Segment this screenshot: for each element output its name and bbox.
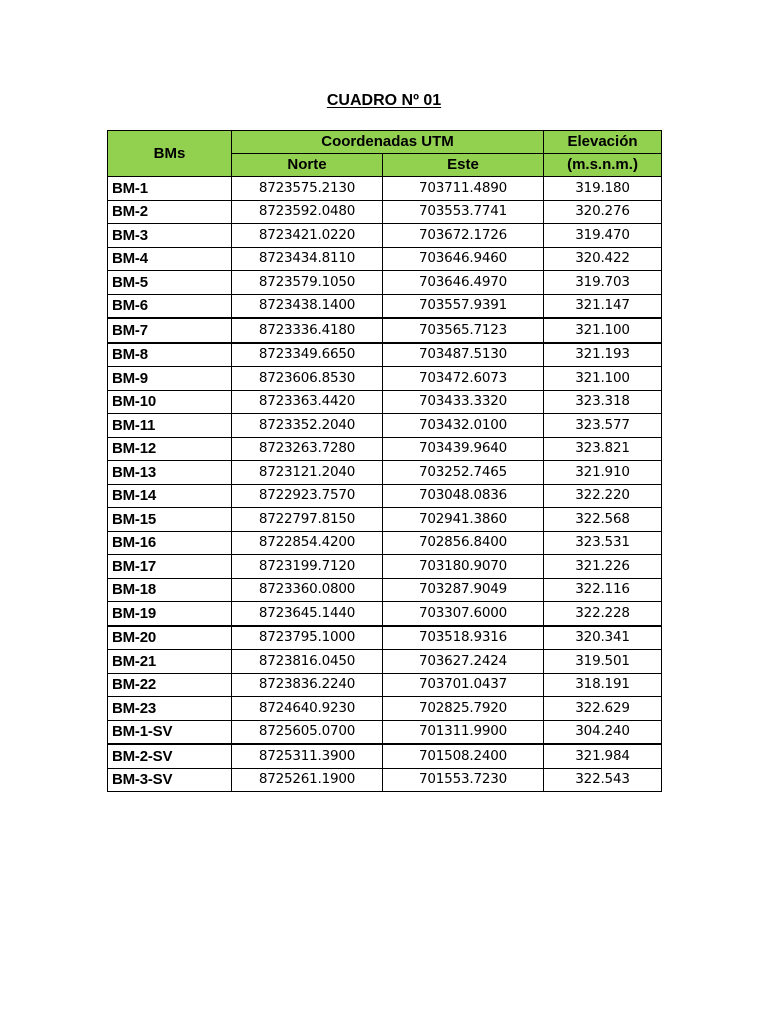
norte-cell: 8725311.3900 [232, 744, 383, 768]
bm-cell: BM-3 [108, 224, 232, 248]
elevacion-cell: 323.821 [544, 437, 662, 461]
table-row [108, 484, 662, 508]
elevacion-cell: 322.228 [544, 602, 662, 626]
elevacion-cell: 319.470 [544, 224, 662, 248]
table-row [108, 271, 662, 295]
table-row [108, 318, 662, 343]
elevacion-cell: 321.100 [544, 367, 662, 391]
header-este: Este [383, 154, 544, 177]
table-row [108, 602, 662, 626]
elevacion-cell: 319.703 [544, 271, 662, 295]
norte-cell: 8723579.1050 [232, 271, 383, 295]
este-cell: 701311.9900 [383, 720, 544, 744]
este-cell: 703487.5130 [383, 343, 544, 367]
este-cell: 703472.6073 [383, 367, 544, 391]
table-row [108, 744, 662, 768]
este-cell: 703553.7741 [383, 200, 544, 224]
elevacion-cell: 321.193 [544, 343, 662, 367]
norte-cell: 8723263.7280 [232, 437, 383, 461]
este-cell: 703048.0836 [383, 484, 544, 508]
elevacion-cell: 321.147 [544, 294, 662, 318]
norte-cell: 8725261.1900 [232, 768, 383, 792]
table-row [108, 720, 662, 744]
bm-cell: BM-1 [108, 177, 232, 201]
header-norte: Norte [232, 154, 383, 177]
este-cell: 703287.9049 [383, 578, 544, 602]
este-cell: 703518.9316 [383, 626, 544, 650]
header-bms: BMs [108, 131, 232, 177]
page-title: CUADRO Nº 01 [326, 92, 442, 109]
table-row [108, 508, 662, 532]
este-cell: 702856.8400 [383, 531, 544, 555]
norte-cell: 8725605.0700 [232, 720, 383, 744]
este-cell: 703307.6000 [383, 602, 544, 626]
header-elevacion: Elevación [544, 131, 662, 154]
norte-cell: 8723121.2040 [232, 461, 383, 485]
elevacion-cell: 318.191 [544, 673, 662, 697]
elevacion-cell: 322.629 [544, 697, 662, 721]
norte-cell: 8723363.4420 [232, 390, 383, 414]
table-row [108, 531, 662, 555]
bm-cell: BM-10 [108, 390, 232, 414]
este-cell: 703672.1726 [383, 224, 544, 248]
bm-cell: BM-20 [108, 626, 232, 650]
elevacion-cell: 319.501 [544, 650, 662, 674]
header-elevacion-unit: (m.s.n.m.) [544, 154, 662, 177]
norte-cell: 8723349.6650 [232, 343, 383, 367]
elevacion-cell: 321.910 [544, 461, 662, 485]
table-row [108, 224, 662, 248]
bm-cell: BM-14 [108, 484, 232, 508]
bm-cell: BM-1-SV [108, 720, 232, 744]
elevacion-cell: 320.276 [544, 200, 662, 224]
bm-cell: BM-7 [108, 318, 232, 343]
table-row [108, 555, 662, 579]
bm-cell: BM-6 [108, 294, 232, 318]
bm-cell: BM-12 [108, 437, 232, 461]
norte-cell: 8723836.2240 [232, 673, 383, 697]
norte-cell: 8723336.4180 [232, 318, 383, 343]
bm-cell: BM-21 [108, 650, 232, 674]
header-coordenadas-utm: Coordenadas UTM [232, 131, 544, 154]
table-row [108, 461, 662, 485]
bm-cell: BM-11 [108, 414, 232, 438]
norte-cell: 8723816.0450 [232, 650, 383, 674]
este-cell: 703439.9640 [383, 437, 544, 461]
norte-cell: 8723606.8530 [232, 367, 383, 391]
table-row [108, 343, 662, 367]
norte-cell: 8722797.8150 [232, 508, 383, 532]
elevacion-cell: 320.341 [544, 626, 662, 650]
norte-cell: 8723575.2130 [232, 177, 383, 201]
elevacion-cell: 322.116 [544, 578, 662, 602]
table-row [108, 650, 662, 674]
bm-cell: BM-13 [108, 461, 232, 485]
norte-cell: 8722854.4200 [232, 531, 383, 555]
este-cell: 701553.7230 [383, 768, 544, 792]
este-cell: 701508.2400 [383, 744, 544, 768]
bm-cell: BM-8 [108, 343, 232, 367]
este-cell: 703557.9391 [383, 294, 544, 318]
bm-cell: BM-16 [108, 531, 232, 555]
norte-cell: 8723795.1000 [232, 626, 383, 650]
norte-cell: 8723434.8110 [232, 247, 383, 271]
table-row [108, 768, 662, 792]
bm-cell: BM-2 [108, 200, 232, 224]
norte-cell: 8723421.0220 [232, 224, 383, 248]
table-row [108, 390, 662, 414]
elevacion-cell: 321.226 [544, 555, 662, 579]
norte-cell: 8723592.0480 [232, 200, 383, 224]
norte-cell: 8724640.9230 [232, 697, 383, 721]
este-cell: 703433.3320 [383, 390, 544, 414]
este-cell: 703180.9070 [383, 555, 544, 579]
elevacion-cell: 322.543 [544, 768, 662, 792]
norte-cell: 8723352.2040 [232, 414, 383, 438]
bm-cell: BM-5 [108, 271, 232, 295]
table-row [108, 437, 662, 461]
este-cell: 703627.2424 [383, 650, 544, 674]
table-row [108, 697, 662, 721]
elevacion-cell: 320.422 [544, 247, 662, 271]
table-row [108, 294, 662, 318]
table-row [108, 367, 662, 391]
bm-cell: BM-4 [108, 247, 232, 271]
este-cell: 703565.7123 [383, 318, 544, 343]
bm-cell: BM-17 [108, 555, 232, 579]
bm-cell: BM-3-SV [108, 768, 232, 792]
bm-cell: BM-22 [108, 673, 232, 697]
bm-cell: BM-2-SV [108, 744, 232, 768]
table-row [108, 414, 662, 438]
elevacion-cell: 323.531 [544, 531, 662, 555]
elevacion-cell: 319.180 [544, 177, 662, 201]
elevacion-cell: 321.984 [544, 744, 662, 768]
table-row [108, 177, 662, 201]
table-row [108, 626, 662, 650]
este-cell: 703252.7465 [383, 461, 544, 485]
este-cell: 702941.3860 [383, 508, 544, 532]
table-row [108, 200, 662, 224]
table-header [108, 131, 662, 177]
este-cell: 703711.4890 [383, 177, 544, 201]
elevacion-cell: 323.318 [544, 390, 662, 414]
elevacion-cell: 323.577 [544, 414, 662, 438]
table-body [108, 177, 662, 792]
elevacion-cell: 322.220 [544, 484, 662, 508]
bm-cell: BM-15 [108, 508, 232, 532]
norte-cell: 8722923.7570 [232, 484, 383, 508]
este-cell: 703646.9460 [383, 247, 544, 271]
table-row [108, 247, 662, 271]
table-row [108, 578, 662, 602]
norte-cell: 8723438.1400 [232, 294, 383, 318]
este-cell: 702825.7920 [383, 697, 544, 721]
bm-cell: BM-19 [108, 602, 232, 626]
bm-cell: BM-9 [108, 367, 232, 391]
norte-cell: 8723645.1440 [232, 602, 383, 626]
elevacion-cell: 322.568 [544, 508, 662, 532]
este-cell: 703432.0100 [383, 414, 544, 438]
bm-coordinates-table [107, 130, 662, 792]
bm-cell: BM-18 [108, 578, 232, 602]
este-cell: 703646.4970 [383, 271, 544, 295]
norte-cell: 8723199.7120 [232, 555, 383, 579]
este-cell: 703701.0437 [383, 673, 544, 697]
elevacion-cell: 304.240 [544, 720, 662, 744]
elevacion-cell: 321.100 [544, 318, 662, 343]
bm-cell: BM-23 [108, 697, 232, 721]
table-row [108, 673, 662, 697]
norte-cell: 8723360.0800 [232, 578, 383, 602]
